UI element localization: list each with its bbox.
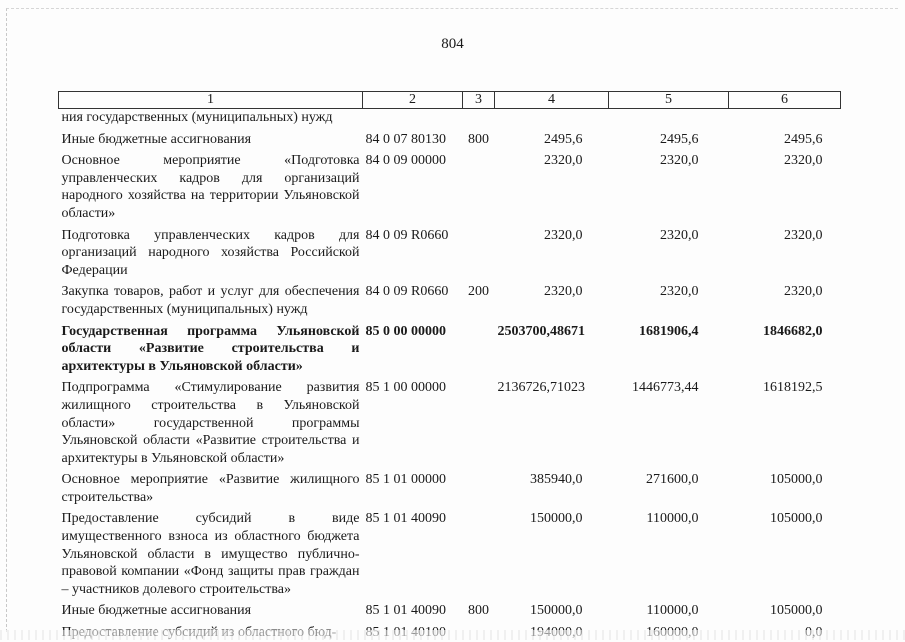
col-header-2: 2 — [363, 92, 463, 109]
cell-value-2024 — [609, 109, 729, 127]
cell-value-2025: 1846682,0 — [763, 323, 823, 339]
cell-code: 85 1 01 40090 — [365, 603, 446, 619]
cell-code: 84 0 09 R0660 — [365, 284, 449, 300]
cell-value-2024: 2320,0 — [660, 153, 699, 169]
table-row — [59, 279, 841, 318]
table-row — [59, 506, 841, 598]
cell-value-2023: 2320,0 — [544, 284, 583, 300]
scan-edge — [0, 630, 905, 640]
cell-code — [363, 109, 463, 127]
cell-value-2024: 2320,0 — [660, 284, 699, 300]
table-row — [59, 148, 841, 222]
cell-value-2023: 150000,0 — [530, 511, 583, 527]
budget-table — [58, 91, 841, 642]
cell-value-2024: 271600,0 — [646, 472, 699, 488]
cell-value-2024: 110000,0 — [646, 511, 699, 527]
cell-value-2024: 2320,0 — [660, 227, 699, 243]
cell-value-2024: 110000,0 — [646, 603, 699, 619]
cell-value-2023: 2495,6 — [544, 131, 583, 147]
table-body — [59, 109, 841, 642]
cell-value-2025: 2320,0 — [784, 284, 823, 300]
cell-value-2023: 2503700,48671 — [497, 323, 585, 339]
cell-vr: 800 — [468, 603, 489, 619]
cell-value-2024: 1446773,44 — [632, 380, 699, 396]
cell-vr — [463, 319, 495, 376]
cell-value-2023 — [495, 109, 609, 127]
col-header-1: 1 — [59, 92, 363, 109]
col-header-4: 4 — [495, 92, 609, 109]
cell-value-2025: 105000,0 — [770, 603, 823, 619]
cell-value-2024: 2495,6 — [660, 131, 699, 147]
cell-value-2025 — [729, 109, 841, 127]
cell-value-2025: 105000,0 — [770, 511, 823, 527]
cell-code: 85 1 01 00000 — [365, 472, 446, 488]
cell-name: ния государственных (муниципальных) нужд — [61, 110, 333, 125]
cell-value-2025: 1618192,5 — [763, 380, 823, 396]
table-row — [59, 375, 841, 467]
cell-code: 84 0 09 R0660 — [365, 227, 449, 243]
cell-value-2023: 2136726,71023 — [497, 380, 585, 396]
page-number: 804 — [441, 36, 464, 52]
cell-value-2023: 150000,0 — [530, 603, 583, 619]
cell-code: 84 0 09 00000 — [365, 153, 446, 169]
table-row — [59, 223, 841, 280]
table-row — [59, 109, 841, 127]
cell-name: Предоставление субсидий в виде имущественного взноса из областного бюджета Ульяновской области в имущество публично-правовой компании «Фонд защиты прав граждан – участников долевого строительства» — [61, 511, 360, 597]
cell-name: Основное мероприятие «Развитие жилищного строительства» — [61, 472, 360, 505]
cell-vr — [463, 375, 495, 467]
table-row — [59, 319, 841, 376]
cell-vr: 800 — [468, 131, 489, 147]
cell-vr — [463, 223, 495, 280]
cell-name: Иные бюджетные ассигнования — [61, 603, 252, 619]
cell-vr — [463, 506, 495, 598]
cell-name: Иные бюджетные ассигнования — [61, 131, 252, 147]
col-header-6: 6 — [729, 92, 841, 109]
cell-name: Основное мероприятие «Подготовка управленческих кадров для организаций народного хозяйства на территории Ульяновской области» — [61, 153, 360, 221]
cell-name: Подпрограмма «Стимулирование развития жилищного строительства в Ульяновской области» государственной программы Ульяновской области «Развитие строительства и архитектуры в Ульяновской области» — [61, 380, 360, 466]
cell-name: Закупка товаров, работ и услуг для обеспечения государственных (муниципальных) нужд — [61, 284, 360, 317]
cell-value-2025: 2320,0 — [784, 153, 823, 169]
cell-code: 85 1 01 40090 — [365, 511, 446, 527]
cell-vr: 200 — [468, 284, 489, 300]
col-header-3: 3 — [463, 92, 495, 109]
cell-value-2024: 1681906,4 — [639, 323, 699, 339]
table-row — [59, 598, 841, 620]
cell-code: 84 0 07 80130 — [365, 131, 446, 147]
cell-value-2025: 2320,0 — [784, 227, 823, 243]
cell-vr — [463, 467, 495, 506]
cell-name: Подготовка управленческих кадров для организаций народного хозяйства Российской Федерации — [61, 227, 360, 278]
cell-value-2023: 2320,0 — [544, 227, 583, 243]
table-row — [59, 467, 841, 506]
cell-value-2025: 105000,0 — [770, 472, 823, 488]
table-row — [59, 127, 841, 149]
cell-name: Государственная программа Ульяновской области «Развитие строительства и архитектуры в Ульяновской области» — [61, 323, 360, 374]
cell-value-2023: 385940,0 — [530, 472, 583, 488]
cell-vr — [463, 109, 495, 127]
col-header-5: 5 — [609, 92, 729, 109]
cell-value-2023: 2320,0 — [544, 153, 583, 169]
cell-vr — [463, 148, 495, 222]
cell-code: 85 0 00 00000 — [365, 323, 446, 339]
cell-value-2025: 2495,6 — [784, 131, 823, 147]
cell-code: 85 1 00 00000 — [365, 380, 446, 396]
table-header-row — [59, 92, 841, 109]
